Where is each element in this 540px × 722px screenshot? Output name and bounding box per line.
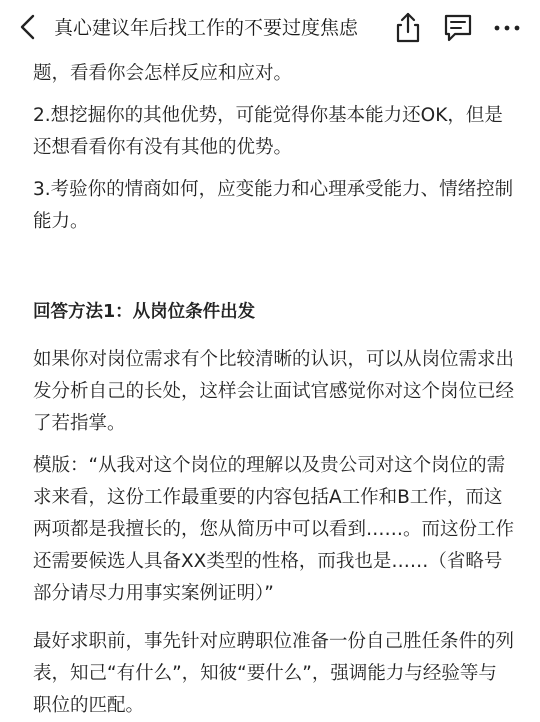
section-heading: 回答方法1：从岗位条件出发 [33,302,256,322]
article-paragraph: 3.考验你的情商如何，应变能力和心理承受能力、情绪控制能力。 [33,179,514,232]
comment-button[interactable] [440,10,476,46]
article-body [33,56,515,722]
article-paragraph: 最好求职前，事先针对应聘职位准备一份自己胜任条件的列表，知己“有什么”，知彼“要什么”，强调能力与经验等与职位的匹配。 [33,631,515,716]
comment-icon [440,10,476,46]
share-button[interactable] [390,10,426,46]
article-paragraph: 2.想挖掘你的其他优势，可能觉得你基本能力还OK，但是还想看看你有没有其他的优势。 [33,105,503,158]
top-nav-bar [0,0,540,56]
page-title: 真心建议年后找工作的不要过度焦虑 [54,17,359,39]
more-icon [490,10,526,46]
article-paragraph: 如果你对岗位需求有个比较清晰的认识，可以从岗位需求出发分析自己的长处，这样会让面试官感觉你对这个岗位已经了若指掌。 [33,349,515,434]
back-button[interactable] [12,10,46,44]
share-icon [390,10,426,46]
more-button[interactable] [490,10,526,46]
article-paragraph: 模版：“从我对这个岗位的理解以及贵公司对这个岗位的需求来看，这份工作最重要的内容包括A工作和B工作，而这两项都是我擅长的，您从简历中可以看到……。而这份工作还需要候选人具备XX类型的性格，而我也是……（省略号部分请尽力用事实案例证明）” [33,455,515,604]
chevron-left-icon [12,10,46,44]
article-paragraph: 题，看看你会怎样反应和应对。 [33,63,293,84]
